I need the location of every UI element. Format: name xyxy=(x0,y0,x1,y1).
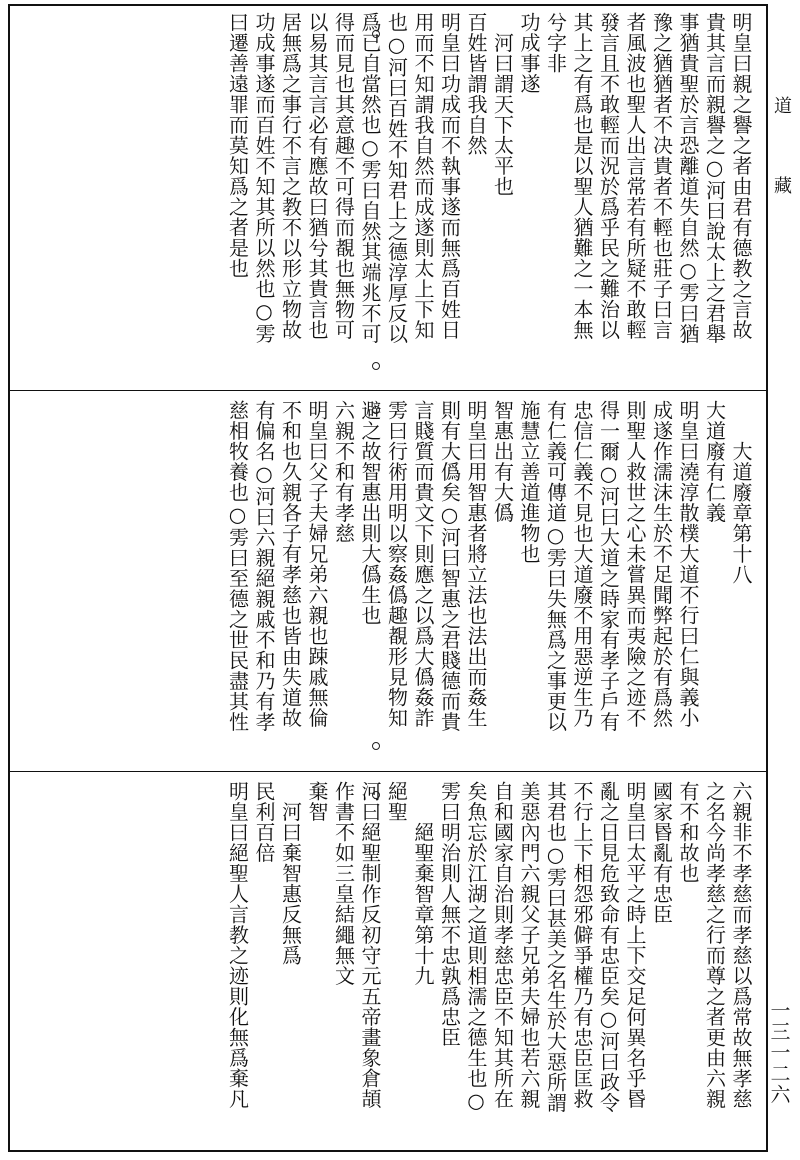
text-column: 絕聖 xyxy=(384,781,409,822)
text-column: 居無爲之事行不言之教不以形立物故 xyxy=(278,12,303,340)
text-panel-top xyxy=(8,4,768,390)
text-column: 則有大僞矣○河曰智惠之君賤德而貴 xyxy=(437,400,462,732)
panel-divider-2 xyxy=(8,771,768,772)
text-column: 其君也○雱曰甚美之名生於大惡所謂 xyxy=(543,781,568,1113)
text-column: 施慧立善道進物也 xyxy=(517,400,541,564)
text-column: 曰遷善遠罪而莫知爲之者是也 xyxy=(225,12,250,279)
text-column: 國家昬亂有忠臣 xyxy=(649,781,674,925)
text-column: 明皇曰太平之時上下交足何異名乎昬 xyxy=(623,781,647,1109)
column-group xyxy=(8,392,768,771)
text-column: 明皇曰父子夫婦兄弟六親也踈戚無倫 xyxy=(305,400,329,728)
text-panel-bottom xyxy=(8,773,768,1152)
text-column: 亂之日見危致命有忠臣矣○河曰政令 xyxy=(596,781,621,1113)
text-column: 絕聖棄智章第十九 xyxy=(411,781,435,986)
text-column: 事猶貴聖於言恐離道失自然○雱曰猶 xyxy=(676,12,700,344)
text-column: 得一爾○河曰大道之時家有孝子戶有 xyxy=(596,400,621,732)
text-column: 雱曰明治則人無不忠孰爲忠臣 xyxy=(437,781,462,1048)
book-title-char: 道 xyxy=(771,96,792,122)
text-column: 慈相牧養也○雱曰至德之世民盡其性 xyxy=(225,400,250,732)
column-group xyxy=(8,773,768,1152)
text-column: 貴其言而親譽之○河曰說太上之君舉 xyxy=(702,12,727,344)
text-column: 矣魚忘於江湖之道則相濡之德生也○ xyxy=(464,781,488,1113)
circle-mark xyxy=(372,362,380,370)
circle-mark xyxy=(372,30,380,38)
text-panel-middle xyxy=(8,392,768,771)
text-column: 避之故智惠出則大僞生也 xyxy=(358,400,382,626)
column-group xyxy=(8,4,768,390)
text-column: 六親非不孝慈而孝慈以爲常故無孝慈 xyxy=(729,781,753,1109)
text-column: 河曰謂天下太平也 xyxy=(490,12,515,197)
text-column: 不行上下相怨邪僻爭權乃有忠臣匡救 xyxy=(570,781,594,1109)
circle-mark xyxy=(372,791,380,799)
text-column: 雱曰行術用明以察姦僞趣覩形見物知 xyxy=(384,400,409,728)
text-column: 得而見也其意趣不可得而覩也無物可 xyxy=(331,12,356,340)
text-column: 之名今尚孝慈之行而尊之者更由六親 xyxy=(702,781,727,1109)
text-column: 功成事遂 xyxy=(517,12,541,94)
text-column: 百姓皆謂我自然 xyxy=(464,12,488,156)
text-column: 成遂作濡沫生於不足聞弊起於有爲然 xyxy=(649,400,674,728)
text-column: 言賤質而貴文下則應之以爲大僞姦詐 xyxy=(411,400,435,728)
text-column: 明皇曰用智惠者將立法也法出而姦生 xyxy=(464,400,488,728)
text-column: 明皇曰功成而不執事遂而無爲百姓日 xyxy=(437,12,462,340)
circle-mark xyxy=(372,742,380,750)
text-column: 發言且不敢輕而況於爲乎民之難治以 xyxy=(596,12,621,340)
text-column: 則聖人救世之心未嘗異而夷險之迹不 xyxy=(623,400,647,728)
text-column: 六親不和有孝慈 xyxy=(331,400,356,544)
text-column: 棄智 xyxy=(305,781,329,822)
text-column: 河曰絕聖制作反初守元五帝畫象倉頡 xyxy=(358,781,382,1109)
page-number: 一三一二六 xyxy=(767,1000,791,1105)
text-column: 豫之猶猶者不决貴者不輕也莊子曰言 xyxy=(649,12,674,340)
text-column: 其上之有爲也是以聖人猶難之一本無 xyxy=(570,12,594,340)
text-column: 美惡內門六親父子兄弟夫婦也若六親 xyxy=(517,781,541,1109)
text-column: 大道廢有仁義 xyxy=(702,400,727,523)
text-column: 有偏名○河曰六親絕親戚不和乃有孝 xyxy=(252,400,276,732)
text-column: 功成事遂而百姓不知其所以然也○雱 xyxy=(252,12,276,344)
panel-divider-1 xyxy=(8,390,768,391)
text-column: 智惠出有大僞 xyxy=(490,400,515,523)
text-column: 兮字非 xyxy=(543,12,568,74)
text-column: 民利百倍 xyxy=(252,781,276,863)
text-column: 有仁義可傳道○雱曰失無爲之事更以 xyxy=(543,400,568,732)
text-column: 忠信仁義不見也大道廢不用惡逆生乃 xyxy=(570,400,594,728)
text-column: 明皇曰親之譽之者由君有德教之言故 xyxy=(729,12,753,340)
text-column: 者風波也聖人出言常若有所疑不敢輕 xyxy=(623,12,647,340)
text-column: 以易其言言必有應故曰猶兮其貴言也 xyxy=(305,12,329,340)
text-column: 河曰棄智惠反無爲 xyxy=(278,781,303,966)
text-column: 自和國家自治則孝慈忠臣不知其所在 xyxy=(490,781,515,1109)
text-column: 大道廢章第十八 xyxy=(729,400,753,585)
text-column: 有不和故也 xyxy=(676,781,700,884)
text-column: 明皇曰絕聖人言教之迹則化無爲棄凡 xyxy=(225,781,250,1109)
book-title-char: 藏 xyxy=(771,176,792,202)
text-column: 爲已自當然也○雱曰自然其端兆不可 xyxy=(358,12,382,344)
text-column: 不和也久親各子有孝慈也皆由失道故 xyxy=(278,400,303,728)
circle-mark xyxy=(372,406,380,414)
text-column: 也○河曰百姓不知君上之德淳厚反以 xyxy=(384,12,409,344)
text-column: 明皇曰澆淳散樸大道不行曰仁與義小 xyxy=(676,400,700,728)
text-column: 作書不如三皇結繩無文 xyxy=(331,781,356,986)
text-column: 用而不知謂我自然而成遂則太上下知 xyxy=(411,12,435,340)
